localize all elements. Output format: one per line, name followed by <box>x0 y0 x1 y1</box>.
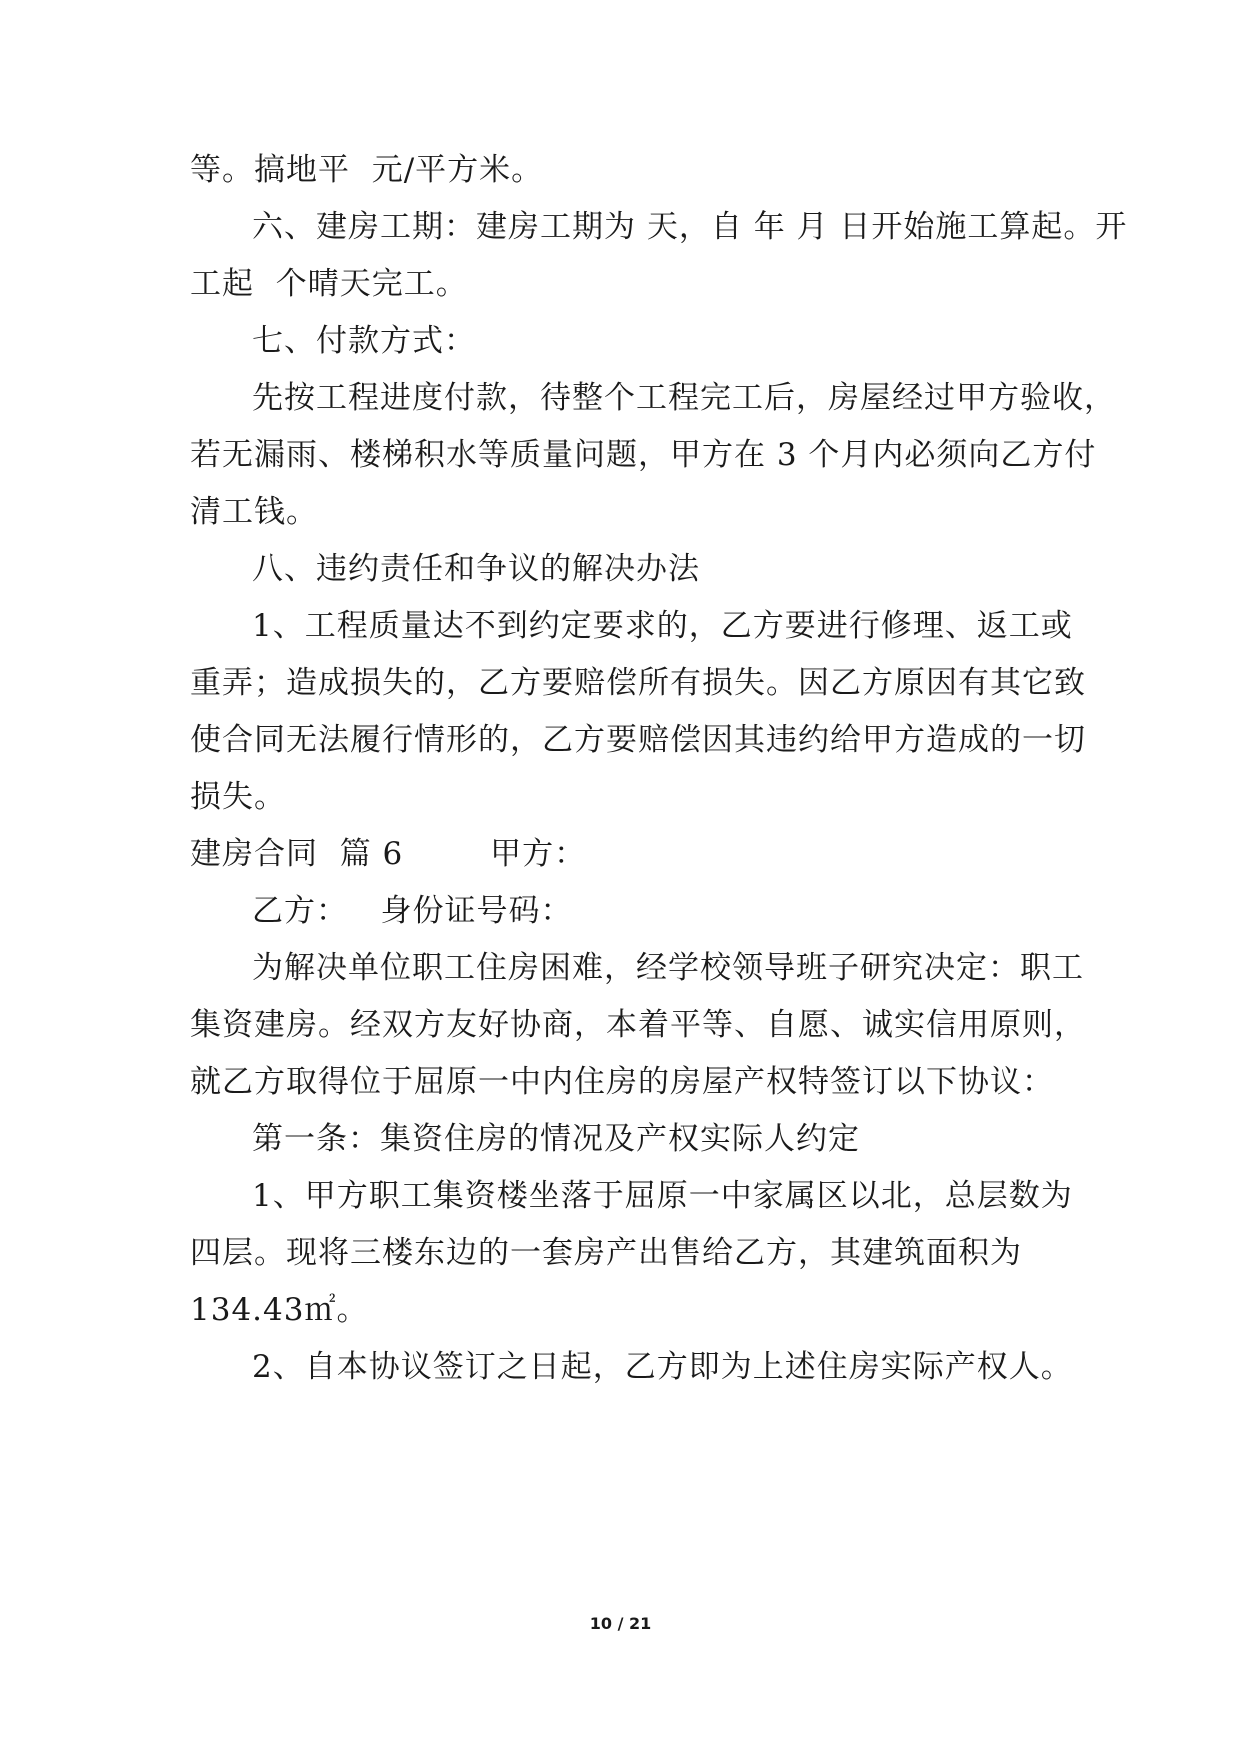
text-line-15: 为解决单位职工住房困难，经学校领导班子研究决定：职工 <box>252 950 1084 986</box>
page-number: 10 / 21 <box>589 1614 652 1633</box>
text-line-20: 四层。现将三楼东边的一套房产出售给乙方，其建筑面积为 <box>190 1235 1022 1271</box>
text-line-8: 八、违约责任和争议的解决办法 <box>252 551 700 587</box>
text-line-22: 2、自本协议签订之日起，乙方即为上述住房实际产权人。 <box>252 1349 1073 1385</box>
text-line-4: 七、付款方式： <box>252 323 476 359</box>
text-line-3: 工起 个晴天完工。 <box>190 266 468 302</box>
text-line-19: 1、甲方职工集资楼坐落于屈原一中家属区以北，总层数为 <box>252 1178 1073 1214</box>
text-line-6: 若无漏雨、楼梯积水等质量问题，甲方在 3 个月内必须向乙方付 <box>190 437 1097 473</box>
text-line-2: 六、建房工期：建房工期为 天，自 年 月 日开始施工算起。开 <box>252 209 1128 245</box>
text-line-21: 134.43㎡。 <box>190 1292 369 1328</box>
text-line-1: 等。搞地平 元/平方米。 <box>190 152 544 188</box>
section-heading-line: 建房合同 篇 6 甲方： <box>190 836 587 872</box>
text-line-14: 乙方： 身份证号码： <box>252 893 573 929</box>
text-line-17: 就乙方取得位于屈原一中内住房的房屋产权特签订以下协议： <box>190 1064 1054 1100</box>
text-line-5: 先按工程进度付款，待整个工程完工后，房屋经过甲方验收， <box>252 380 1116 416</box>
text-line-18: 第一条：集资住房的情况及产权实际人约定 <box>252 1121 860 1157</box>
text-line-16: 集资建房。经双方友好协商，本着平等、自愿、诚实信用原则， <box>190 1007 1086 1043</box>
text-line-10: 重弄；造成损失的，乙方要赔偿所有损失。因乙方原因有其它致 <box>190 665 1086 701</box>
text-line-12: 损失。 <box>190 779 286 815</box>
text-line-7: 清工钱。 <box>190 494 318 530</box>
text-line-11: 使合同无法履行情形的，乙方要赔偿因其违约给甲方造成的一切 <box>190 722 1086 758</box>
text-line-9: 1、工程质量达不到约定要求的，乙方要进行修理、返工或 <box>252 608 1073 644</box>
